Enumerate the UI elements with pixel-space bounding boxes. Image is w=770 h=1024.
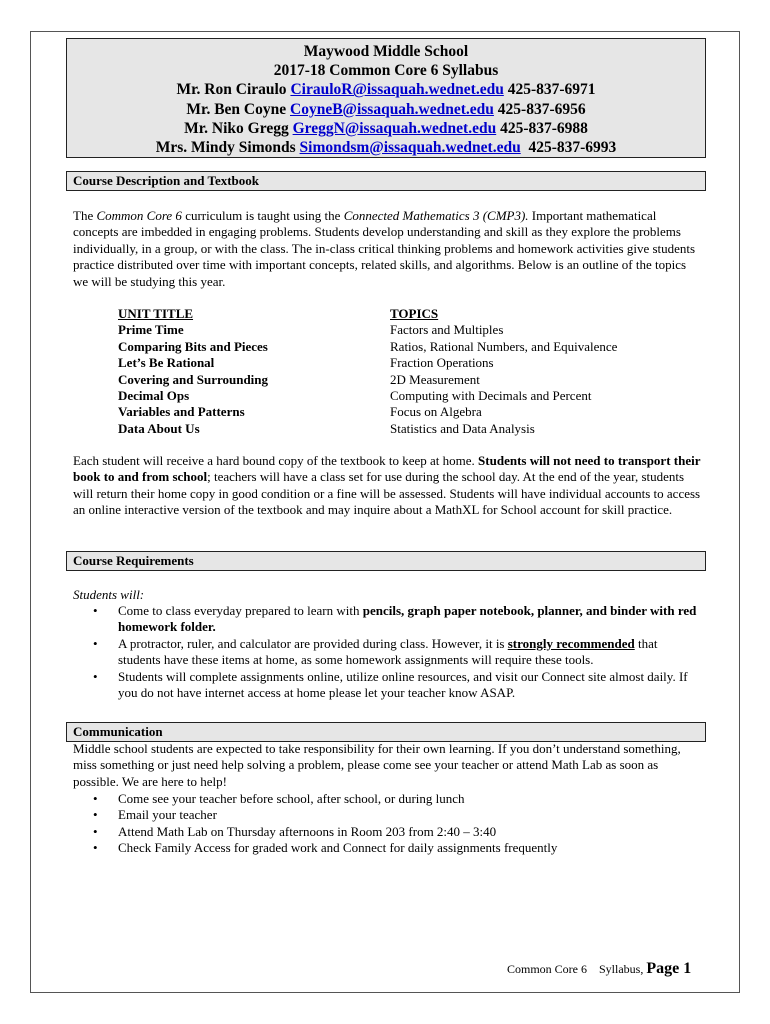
unit-topic: 2D Measurement bbox=[390, 371, 480, 387]
unit-topic: Ratios, Rational Numbers, and Equivalence bbox=[390, 338, 618, 354]
unit-title: Let’s Be Rational bbox=[118, 355, 215, 371]
unit-topic: Fraction Operations bbox=[390, 355, 494, 371]
syllabus-header bbox=[66, 38, 706, 158]
list-item: • Come see your teacher before school, after school, or during lunch bbox=[73, 791, 703, 807]
table-row bbox=[118, 388, 617, 404]
list-item: • Email your teacher bbox=[73, 807, 703, 823]
teacher-email-link[interactable]: CoyneB@issaquah.wednet.edu bbox=[290, 100, 494, 118]
table-row bbox=[118, 322, 617, 338]
textbook-name: Connected Mathematics 3 (CMP3). bbox=[343, 208, 529, 223]
table-row bbox=[118, 339, 617, 355]
unit-title-header: UNIT TITLE bbox=[118, 306, 194, 321]
syllabus-title: 2017-18 Common Core 6 Syllabus bbox=[273, 62, 499, 80]
teacher-phone: 425-837-6988 bbox=[500, 119, 588, 137]
text-run: A protractor, ruler, and calculator are provided during class. However, it is bbox=[118, 635, 508, 651]
teacher-phone: 425-837-6971 bbox=[507, 81, 596, 99]
page-footer bbox=[507, 960, 691, 978]
unit-topic-table bbox=[118, 306, 718, 437]
unit-topic: Computing with Decimals and Percent bbox=[390, 388, 592, 404]
section-heading-requirements: Course Requirements bbox=[66, 551, 706, 571]
page-number: Page 1 bbox=[646, 960, 692, 977]
unit-topic: Statistics and Data Analysis bbox=[390, 420, 535, 436]
text-run: Come to class everyday prepared to learn with bbox=[118, 603, 363, 618]
teacher-email-link[interactable]: GreggN@issaquah.wednet.edu bbox=[292, 119, 497, 137]
teacher-phone: 425-837-6956 bbox=[497, 100, 586, 118]
unit-title: Covering and Surrounding bbox=[118, 371, 269, 387]
footer-doc: Syllabus, bbox=[599, 962, 644, 976]
table-row bbox=[118, 355, 617, 371]
teacher-name: Mr. Ron Ciraulo bbox=[176, 81, 287, 99]
text-run: Important mathematical concepts are imbedded in engaging problems. Students develop understanding and skill as they explore the problems individually, in a group, or with the class. The in-class critical thinking problems and homework activities give students practice distributed over time with important concepts, related skills, and algorithms. Below is an outline of the topics we will be studying this year. bbox=[73, 208, 696, 289]
communication-paragraph: Middle school students are expected to take responsibility for their own learning. If you don’t understand something, miss something or just need help solving a problem, please come see your teacher or attend Math Lab as soon as possible. We are here to help! bbox=[73, 741, 681, 789]
text-run: The bbox=[73, 208, 97, 223]
text-run: ; teachers will have a class set for use during the school day. At the end of the year, students will return their home copy in good condition or a fine will be assessed. Students will have individual accounts to access an online interactive version of the textbook and may inquire about a MathXL for School account for skill practice. bbox=[73, 469, 701, 518]
list-item bbox=[73, 636, 703, 669]
bold-supplies: pencils, graph paper notebook, planner, and binder with red homework folder. bbox=[118, 603, 697, 635]
teacher-line bbox=[67, 119, 705, 138]
teacher-line bbox=[67, 138, 705, 157]
list-item: • Check Family Access for graded work and Connect for daily assignments frequently bbox=[73, 840, 703, 856]
footer-course: Common Core 6 bbox=[507, 962, 587, 976]
teacher-email-link[interactable]: Simondsm@issaquah.wednet.edu bbox=[299, 139, 521, 157]
course-description-paragraph bbox=[73, 208, 703, 290]
table-row bbox=[118, 404, 617, 420]
section-heading-communication: Communication bbox=[66, 722, 706, 742]
list-item: • Students will complete assignments online, utilize online resources, and visit our Connect site almost daily. If you do not have internet access at home please let your teacher know ASAP. bbox=[73, 669, 703, 702]
teacher-name: Mr. Ben Coyne bbox=[186, 100, 287, 118]
unit-title: Variables and Patterns bbox=[118, 404, 245, 420]
unit-title: Decimal Ops bbox=[118, 388, 190, 404]
table-row bbox=[118, 421, 617, 437]
table-row bbox=[118, 372, 617, 388]
teacher-line bbox=[67, 100, 705, 119]
text-run: Each student will receive a hard bound copy of the textbook to keep at home. bbox=[73, 453, 479, 468]
strongly-recommended-text: strongly recommended bbox=[507, 635, 635, 651]
teacher-email-link[interactable]: CirauloR@issaquah.wednet.edu bbox=[290, 81, 504, 99]
curriculum-name: Common Core 6 bbox=[96, 208, 182, 223]
requirements-lead bbox=[73, 587, 703, 603]
list-item bbox=[73, 603, 703, 636]
table-header-row bbox=[118, 306, 617, 322]
unit-topic: Factors and Multiples bbox=[390, 322, 504, 338]
list-item: • Attend Math Lab on Thursday afternoons in Room 203 from 2:40 – 3:40 bbox=[73, 824, 703, 840]
students-will-label: Students will: bbox=[73, 587, 145, 602]
teacher-line bbox=[67, 80, 705, 99]
unit-topic: Focus on Algebra bbox=[390, 404, 482, 420]
unit-title: Data About Us bbox=[118, 420, 200, 436]
school-name: Maywood Middle School bbox=[303, 43, 469, 60]
teacher-name: Mrs. Mindy Simonds bbox=[155, 139, 296, 157]
bold-notice: Students will not need to transport their book to and from school bbox=[73, 453, 701, 485]
requirements-list bbox=[73, 603, 703, 701]
unit-title: Comparing Bits and Pieces bbox=[118, 338, 268, 354]
text-run: that students have these items at home, as some homework assignments will require these tools. bbox=[118, 635, 658, 668]
text-run: curriculum is taught using the bbox=[181, 208, 344, 223]
section-heading-description: Course Description and Textbook bbox=[66, 171, 706, 191]
textbook-paragraph bbox=[73, 453, 703, 519]
communication-list bbox=[73, 791, 703, 857]
topics-header: TOPICS bbox=[390, 306, 439, 321]
teacher-phone: 425-837-6993 bbox=[528, 139, 617, 157]
unit-title: Prime Time bbox=[118, 322, 184, 338]
teacher-name: Mr. Niko Gregg bbox=[184, 119, 289, 137]
